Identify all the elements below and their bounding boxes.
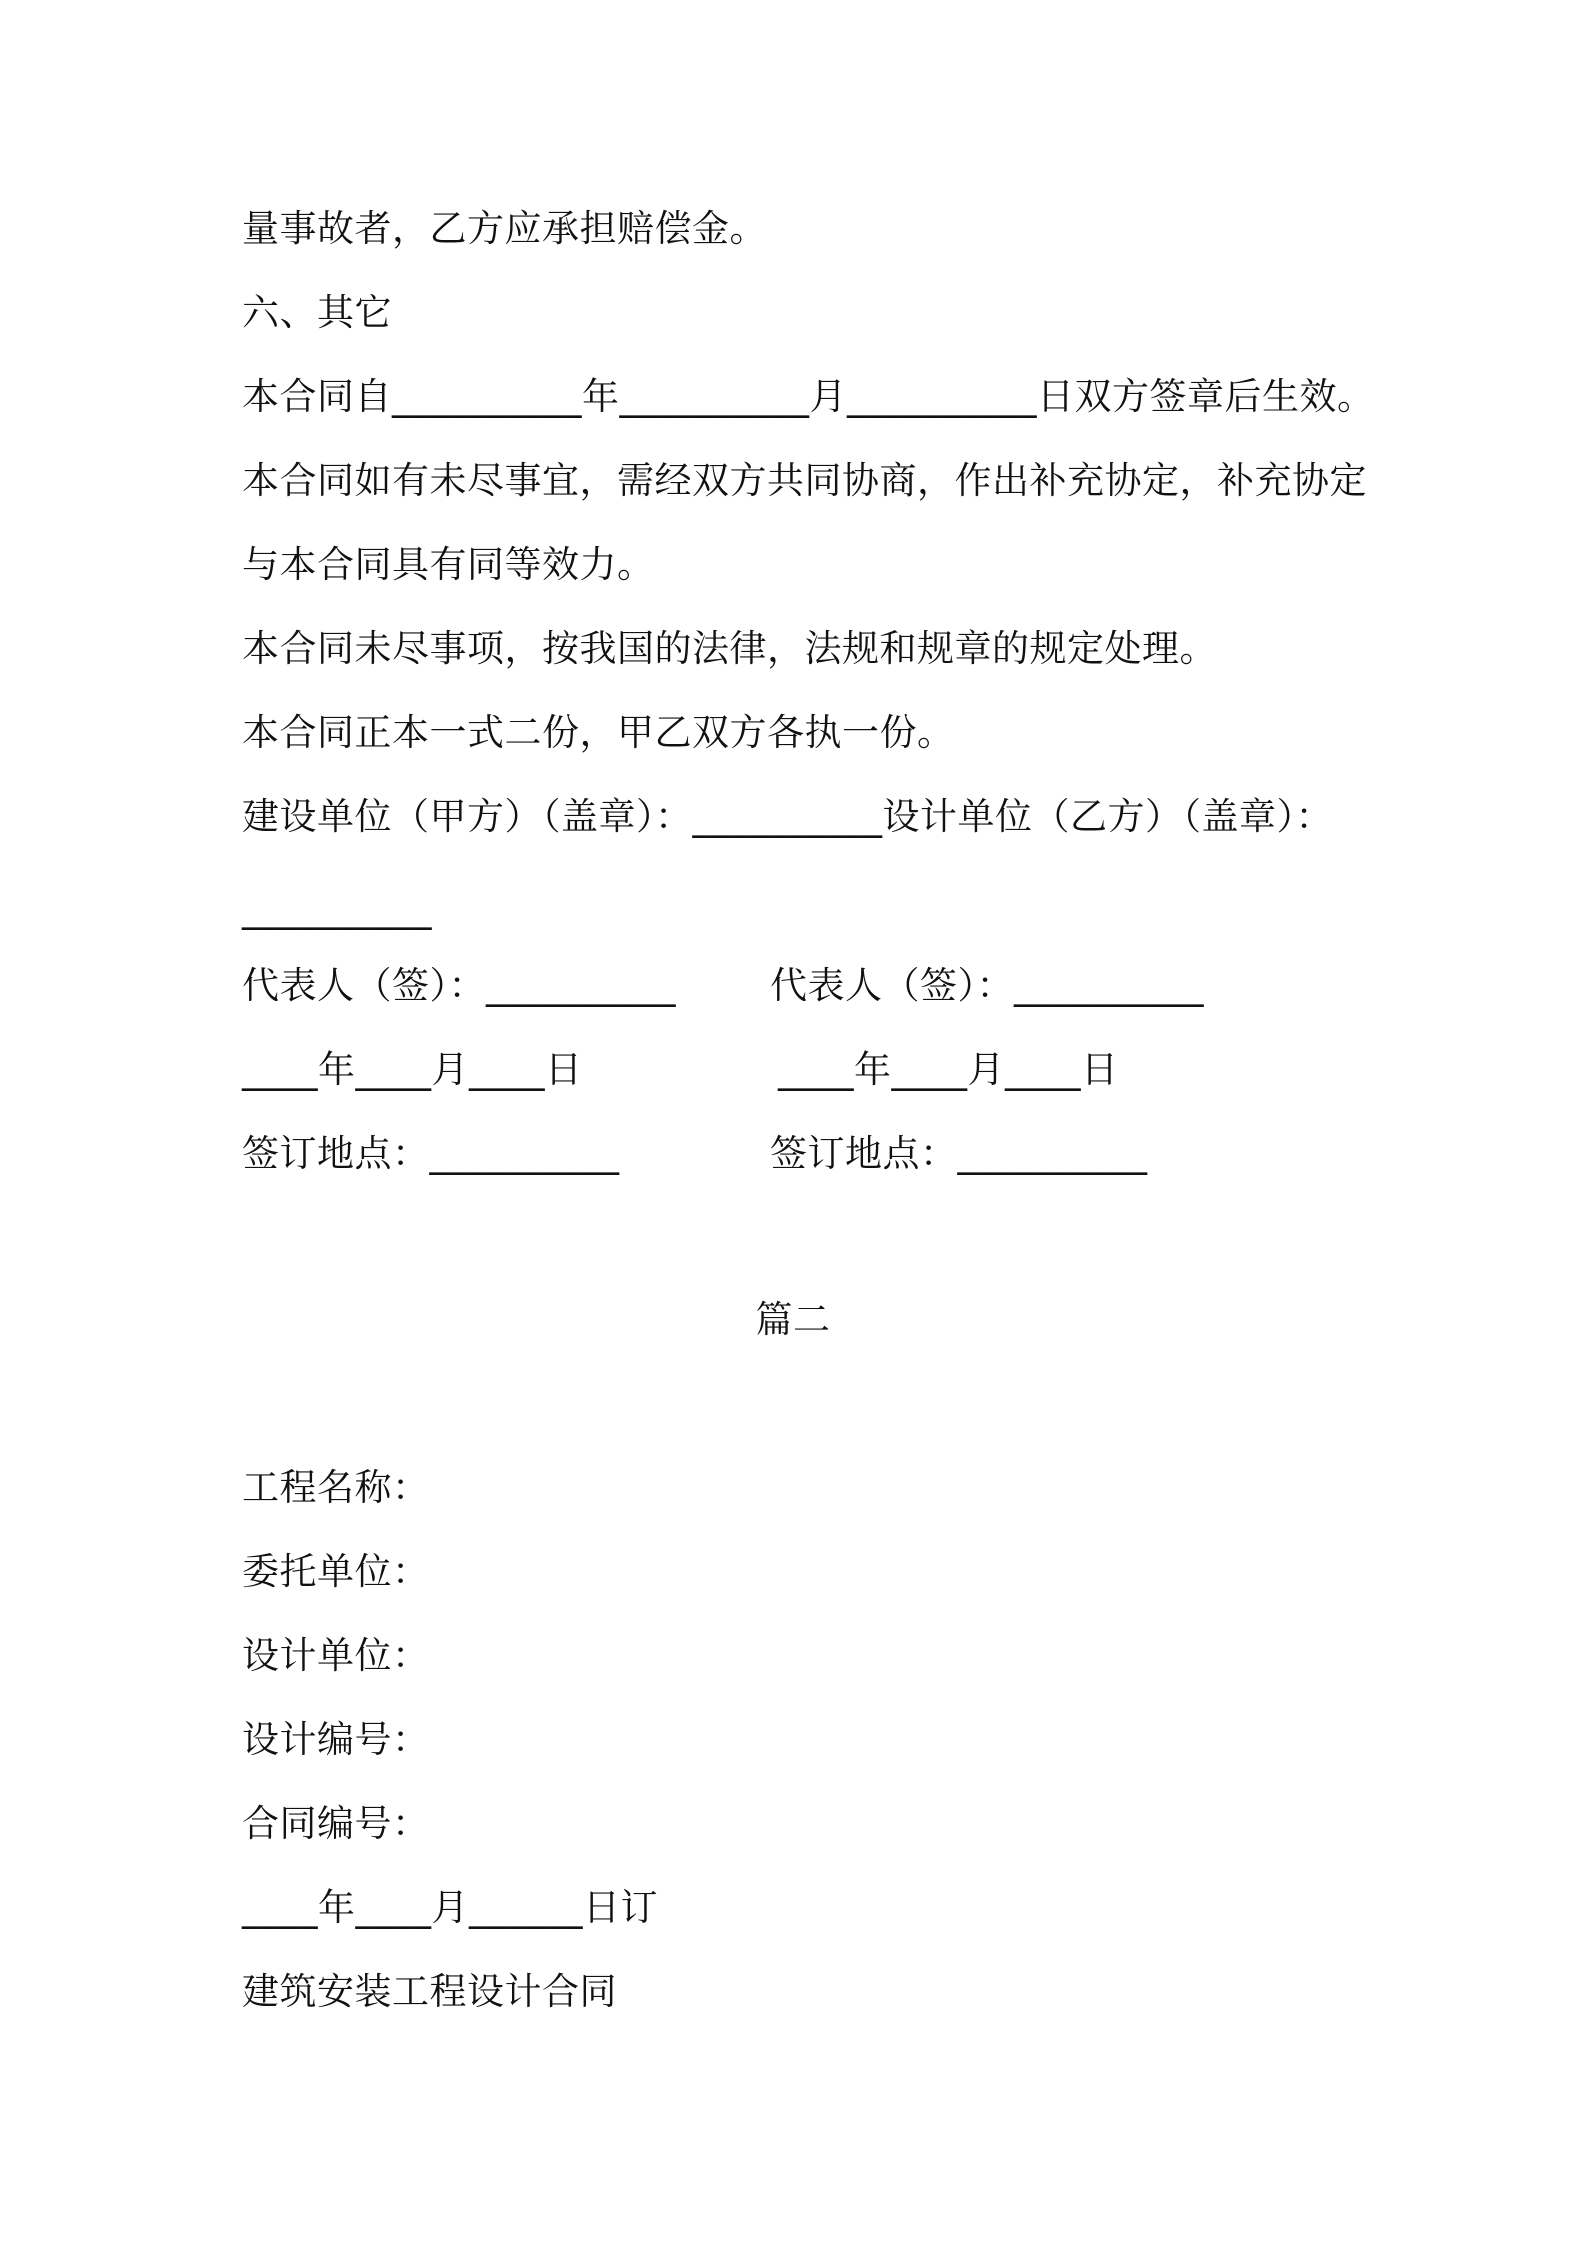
date-left: ____年____月____日	[242, 1048, 583, 1091]
section-title: 篇二	[755, 1298, 831, 1341]
cover-title: 建筑安装工程设计合同	[242, 1970, 617, 2013]
section-heading: 六、其它	[242, 291, 392, 334]
cover-designer: 设计单位：	[242, 1634, 430, 1677]
paragraph-line: 与本合同具有同等效力。	[242, 543, 655, 586]
signature-blank: __________	[242, 887, 432, 930]
place-right: 签订地点：__________	[770, 1132, 1148, 1175]
date-right: ____年____月____日	[778, 1048, 1119, 1091]
representative-right: 代表人（签）：__________	[770, 964, 1204, 1007]
signature-parties-line: 建设单位（甲方）（盖章）：__________设计单位（乙方）（盖章）：	[242, 795, 1333, 838]
cover-date: ____年____月______日订	[242, 1886, 658, 1929]
paragraph-line: 本合同正本一式二份，甲乙双方各执一份。	[242, 711, 955, 754]
cover-project-name: 工程名称：	[242, 1466, 430, 1509]
cover-design-number: 设计编号：	[242, 1718, 430, 1761]
paragraph-line: 本合同如有未尽事宜，需经双方共同协商，作出补充协定，补充协定	[242, 459, 1367, 502]
place-left: 签订地点：__________	[242, 1132, 620, 1175]
paragraph-line: 量事故者，乙方应承担赔偿金。	[242, 207, 767, 250]
paragraph-line: 本合同自__________年__________月__________日双方签章后生效。	[242, 375, 1375, 418]
cover-contract-number: 合同编号：	[242, 1802, 430, 1845]
paragraph-line: 本合同未尽事项，按我国的法律，法规和规章的规定处理。	[242, 627, 1217, 670]
representative-left: 代表人（签）：__________	[242, 964, 676, 1007]
cover-client: 委托单位：	[242, 1550, 430, 1593]
